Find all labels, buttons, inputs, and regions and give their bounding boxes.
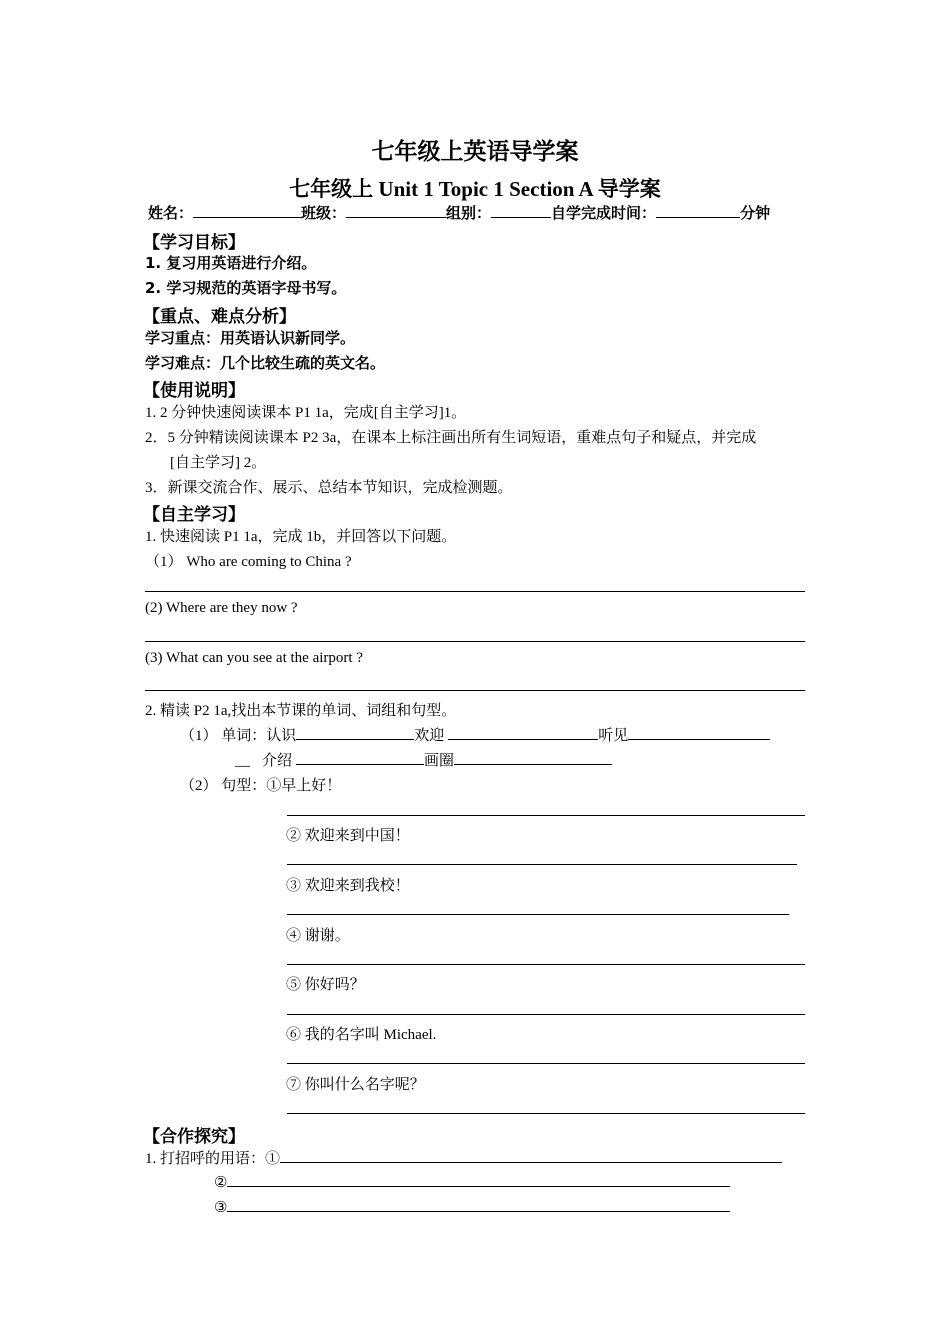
- sentence-line-5[interactable]: [287, 1014, 805, 1015]
- analysis-heading: 【重点、难点分析】: [143, 307, 296, 327]
- name-blank[interactable]: [193, 203, 301, 218]
- word-circle-blank[interactable]: [454, 750, 612, 765]
- self-study-heading: 【自主学习】: [143, 505, 245, 525]
- question-1: （1） Who are coming to China ?: [145, 554, 352, 570]
- difficulty-text: 学习难点：几个比较生疏的英文名。: [145, 354, 386, 372]
- sentence-line-7[interactable]: [287, 1113, 805, 1114]
- sentence-line-3[interactable]: [287, 914, 789, 915]
- greeting-blank-3[interactable]: [227, 1197, 730, 1212]
- instruction-item: 3．新课交流合作、展示、总结本节知识，完成检测题。: [145, 480, 513, 496]
- sentence-2: ② 欢迎来到中国！: [286, 828, 410, 844]
- word-welcome-blank[interactable]: [448, 725, 598, 740]
- sentence-4: ④ 谢谢。: [286, 928, 350, 944]
- instruction-item: 1. 2 分钟快速阅读课本 P1 1a，完成[自主学习]1。: [145, 405, 467, 421]
- word-circle-label: 画圈: [424, 753, 455, 769]
- answer-line-2[interactable]: [145, 641, 805, 642]
- group-label: 组别：: [446, 204, 492, 222]
- greeting-blank-1[interactable]: [280, 1148, 782, 1163]
- sentence-1: （2） 句型：①早上好！: [180, 778, 342, 794]
- info-row: [148, 202, 770, 223]
- words-row-1: [180, 724, 770, 745]
- words-label: （1） 单词：认识: [180, 728, 297, 744]
- instruction-item-cont: [自主学习] 2。: [170, 455, 267, 471]
- greeting-item: [145, 1147, 782, 1168]
- instruction-item: 2．5 分钟精读阅读课本 P2 3a，在课本上标注画出所有生词短语，重难点句子和疑点，并完成: [145, 430, 757, 446]
- greeting-blank-2[interactable]: [227, 1172, 730, 1187]
- task2-text: 2. 精读 P2 1a,找出本节课的单词、词组和句型。: [145, 703, 457, 719]
- focus-text: 学习重点：用英语认识新同学。: [145, 329, 356, 347]
- word-recognize-blank[interactable]: [296, 725, 414, 740]
- greeting-item-3: [214, 1197, 730, 1217]
- class-blank[interactable]: [346, 203, 446, 218]
- sentence-line-4[interactable]: [287, 964, 805, 965]
- goals-heading: 【学习目标】: [143, 233, 245, 253]
- word-intro-label: 介绍: [262, 753, 293, 769]
- answer-line-1[interactable]: [145, 591, 805, 592]
- question-2: (2) Where are they now ?: [145, 600, 298, 616]
- question-3: (3) What can you see at the airport ?: [145, 650, 363, 666]
- sentence-line-6[interactable]: [287, 1063, 805, 1064]
- greeting-marker-3: ③: [214, 1200, 228, 1216]
- sentence-5: ⑤ 你好吗？: [286, 977, 365, 993]
- sentence-line-2[interactable]: [287, 864, 797, 865]
- name-label: 姓名：: [148, 204, 194, 222]
- sentence-3: ③ 欢迎来到我校！: [286, 878, 410, 894]
- word-hear-blank[interactable]: [628, 725, 770, 740]
- time-label: 自学完成时间：: [551, 204, 657, 222]
- minutes-label: 分钟: [740, 204, 771, 222]
- sentence-7: ⑦ 你叫什么名字呢？: [286, 1077, 425, 1093]
- goal-item: 1. 复习用英语进行介绍。: [145, 254, 317, 272]
- goal-item: 2. 学习规范的英语字母书写。: [145, 279, 347, 297]
- page-subtitle: 七年级上 Unit 1 Topic 1 Section A 导学案: [289, 177, 661, 201]
- group-blank[interactable]: [491, 203, 551, 218]
- instructions-heading: 【使用说明】: [143, 381, 245, 401]
- word-hear-label: 听见: [598, 728, 629, 744]
- greeting-label: 1. 打招呼的用语：①: [145, 1151, 281, 1167]
- page-title: 七年级上英语导学案: [371, 139, 579, 165]
- answer-line-3[interactable]: [145, 690, 805, 691]
- greeting-marker-2: ②: [214, 1175, 228, 1191]
- greeting-item-2: [214, 1172, 730, 1192]
- word-welcome-label: 欢迎: [414, 728, 445, 744]
- sentence-6: ⑥ 我的名字叫 Michael.: [286, 1027, 437, 1043]
- time-blank[interactable]: [656, 203, 740, 218]
- class-label: 班级：: [301, 204, 347, 222]
- word-intro-blank[interactable]: [296, 750, 424, 765]
- task1-text: 1. 快速阅读 P1 1a，完成 1b，并回答以下问题。: [145, 529, 457, 545]
- word-tail: __: [235, 753, 250, 769]
- sentence-line-1[interactable]: [287, 815, 805, 816]
- cooperation-heading: 【合作探究】: [143, 1127, 245, 1147]
- words-row-2: [235, 749, 612, 770]
